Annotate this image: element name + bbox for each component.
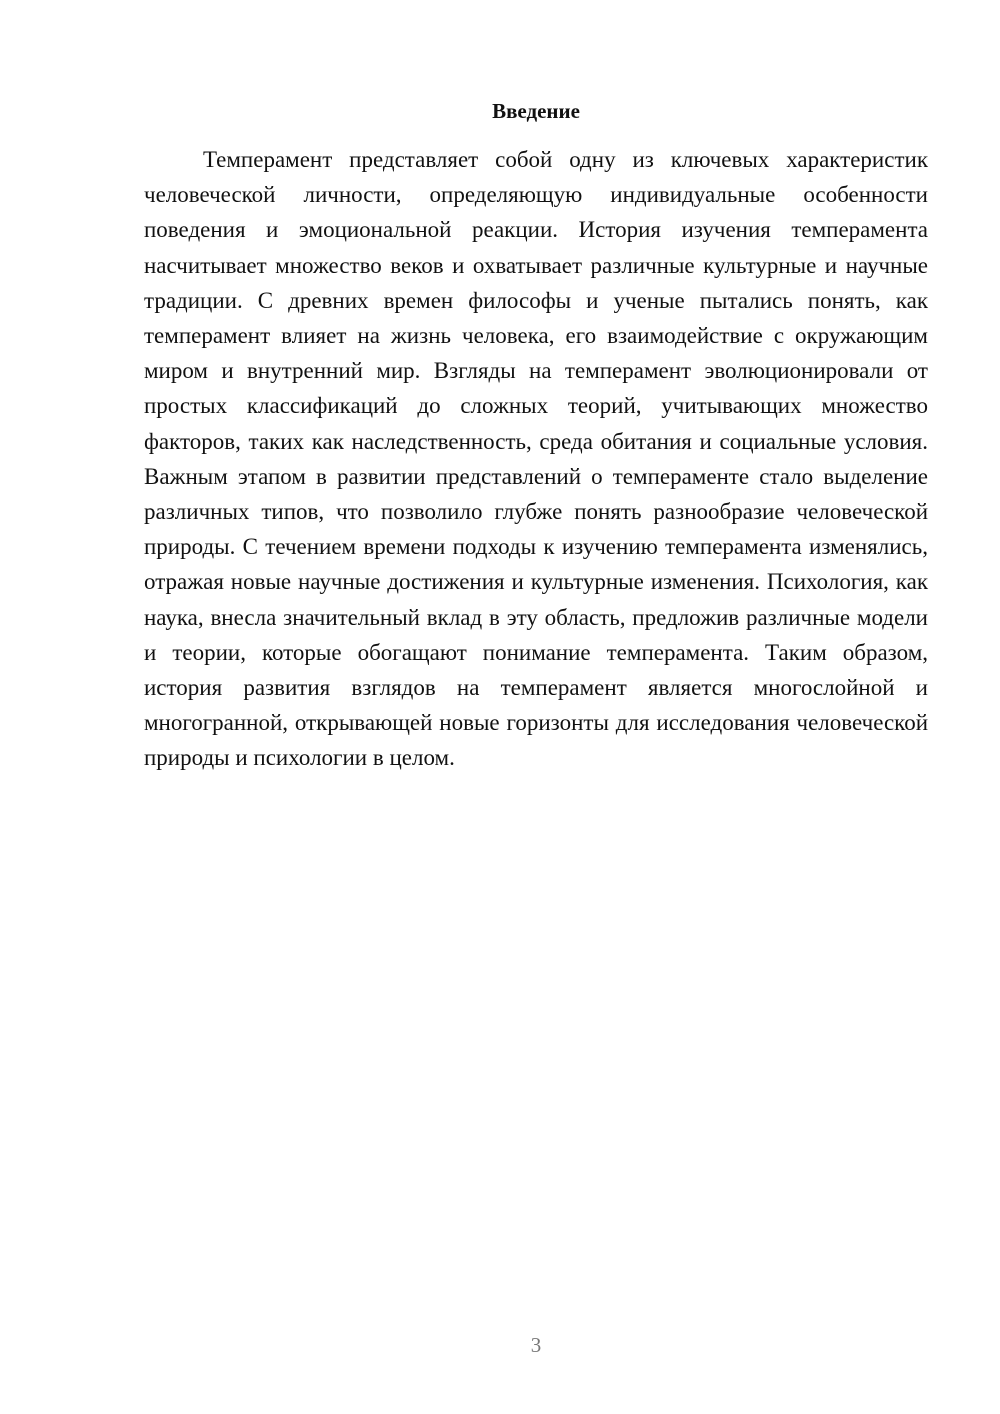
page-number: 3 [530,1333,542,1357]
section-heading: Введение [492,99,580,123]
body-paragraph: Темперамент представляет собой одну из ключевых характеристик человеческой личности, определяющую индивидуальные особенности поведения и эмоциональной реакции. История изучения темперамента насчитывает множество веков и охватывает различные культурные и научные традиции. С древних времен философы и ученые пытались понять, как темперамент влияет на жизнь человека, его взаимодействие с окружающим миром и внутренний мир. Взгляды на темперамент эволюционировали от простых классификаций до сложных теорий, учитывающих множество факторов, таких как наследственность, среда обитания и социальные условия. Важным этапом в развитии представлений о темпераменте стало выделение различных типов, что позволило глубже понять разнообразие человеческой природы. С течением времени подходы к изучению темперамента изменялись, отражая новые научные достижения и культурные изменения. Психология, как наука, внесла значительный вклад в эту область, предложив различные модели и теории, которые обогащают понимание темперамента. Таким образом, история развития взглядов на темперамент является многослойной и многогранной, открывающей новые горизонты для исследования человеческой природы и психологии в целом. [144,147,928,771]
